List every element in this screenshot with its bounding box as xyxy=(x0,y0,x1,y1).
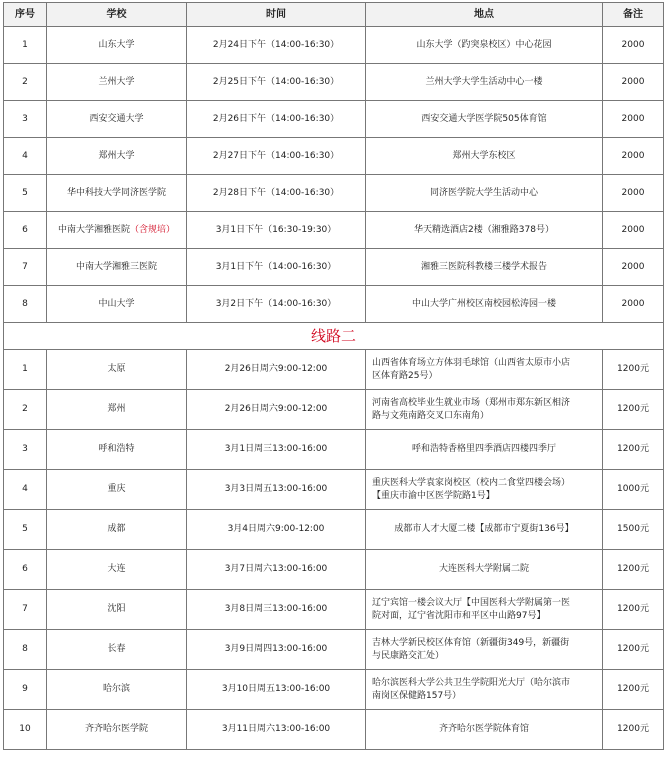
table-row xyxy=(4,630,664,670)
place-cell: 中山大学广州校区南校园松涛园一楼 xyxy=(366,286,603,323)
row-number: 6 xyxy=(4,212,47,249)
header-place: 地点 xyxy=(366,3,603,27)
school-cell xyxy=(47,286,187,323)
time-cell: 2月24日下午（14:00-16:30） xyxy=(187,27,366,64)
route-one-rows xyxy=(4,27,664,323)
row-number: 5 xyxy=(4,510,47,550)
place-line: 辽宁宾馆一楼会议大厅【中国医科大学附属第一医 xyxy=(372,597,571,608)
row-number: 3 xyxy=(4,101,47,138)
time-cell: 2月26日下午（14:00-16:30） xyxy=(187,101,366,138)
place-cell: 山东大学（趵突泉校区）中心花园 xyxy=(366,27,603,64)
row-number: 7 xyxy=(4,249,47,286)
place-cell xyxy=(366,630,603,670)
place-cell: 华天精选酒店2楼（湘雅路378号） xyxy=(366,212,603,249)
table-row xyxy=(4,138,664,175)
place-line: 南岗区保健路157号） xyxy=(372,690,462,701)
time-cell: 3月7日周六13:00-16:00 xyxy=(187,550,366,590)
table-row xyxy=(4,670,664,710)
row-number: 3 xyxy=(4,430,47,470)
table-row xyxy=(4,550,664,590)
school-cell xyxy=(47,175,187,212)
time-cell: 2月26日周六9:00-12:00 xyxy=(187,390,366,430)
note-cell: 1200元 xyxy=(603,710,664,750)
note-cell: 1200元 xyxy=(603,590,664,630)
place-cell: 同济医学院大学生活动中心 xyxy=(366,175,603,212)
place-cell xyxy=(366,550,603,590)
note-cell: 1500元 xyxy=(603,510,664,550)
city-cell: 大连 xyxy=(47,550,187,590)
table-row xyxy=(4,286,664,323)
time-cell: 3月8日周三13:00-16:00 xyxy=(187,590,366,630)
row-number: 2 xyxy=(4,64,47,101)
table-row xyxy=(4,175,664,212)
table-row xyxy=(4,212,664,249)
city-cell: 呼和浩特 xyxy=(47,430,187,470)
school-name: 中南大学湘雅医院 xyxy=(57,224,130,235)
row-number: 1 xyxy=(4,350,47,390)
place-line: 呼和浩特香格里四季酒店四楼四季厅 xyxy=(411,444,556,454)
place-cell: 郑州大学东校区 xyxy=(366,138,603,175)
note-cell: 1200元 xyxy=(603,670,664,710)
school-name: 兰州大学 xyxy=(98,76,135,87)
row-number: 7 xyxy=(4,590,47,630)
city-cell: 齐齐哈尔医学院 xyxy=(47,710,187,750)
section-title-row xyxy=(4,323,664,350)
note-cell: 1200元 xyxy=(603,550,664,590)
table-row xyxy=(4,510,664,550)
note-cell: 2000 xyxy=(603,212,664,249)
place-line: 河南省高校毕业生就业市场（郑州市郑东新区相济 xyxy=(372,397,571,408)
header-row xyxy=(4,3,664,27)
city-cell: 郑州 xyxy=(47,390,187,430)
time-cell: 2月27日下午（14:00-16:30） xyxy=(187,138,366,175)
school-name: 中南大学湘雅三医院 xyxy=(75,261,157,272)
time-cell: 3月1日下午（16:30-19:30） xyxy=(187,212,366,249)
row-number: 8 xyxy=(4,286,47,323)
header-time: 时间 xyxy=(187,3,366,27)
school-name: 西安交通大学 xyxy=(89,113,144,124)
place-cell xyxy=(366,710,603,750)
school-name: 华中科技大学同济医学院 xyxy=(66,187,166,198)
place-line: 重庆医科大学袁家岗校区（校内二食堂四楼会场） xyxy=(372,477,571,488)
place-cell: 兰州大学大学生活动中心一楼 xyxy=(366,64,603,101)
place-cell xyxy=(366,510,603,550)
note-cell: 1200元 xyxy=(603,430,664,470)
school-cell xyxy=(47,64,187,101)
row-number: 4 xyxy=(4,470,47,510)
time-cell: 3月11日周六13:00-16:00 xyxy=(187,710,366,750)
place-cell xyxy=(366,390,603,430)
table-row xyxy=(4,430,664,470)
place-line: 【重庆市渝中区医学院路1号】 xyxy=(372,490,495,501)
time-cell: 3月10日周五13:00-16:00 xyxy=(187,670,366,710)
city-cell: 长春 xyxy=(47,630,187,670)
city-cell: 沈阳 xyxy=(47,590,187,630)
place-cell: 湘雅三医院科教楼三楼学术报告 xyxy=(366,249,603,286)
school-cell xyxy=(47,138,187,175)
school-name: 郑州大学 xyxy=(98,150,135,161)
school-cell xyxy=(47,101,187,138)
school-cell xyxy=(47,212,187,249)
school-name: 山东大学 xyxy=(98,39,135,50)
note-cell: 2000 xyxy=(603,64,664,101)
place-cell xyxy=(366,430,603,470)
table-row xyxy=(4,27,664,64)
city-cell: 太原 xyxy=(47,350,187,390)
route-two-rows xyxy=(4,350,664,750)
table-row xyxy=(4,64,664,101)
header-school: 学校 xyxy=(47,3,187,27)
time-cell: 3月1日下午（14:00-16:30） xyxy=(187,249,366,286)
school-cell xyxy=(47,27,187,64)
table-row xyxy=(4,101,664,138)
note-cell: 2000 xyxy=(603,27,664,64)
note-cell: 2000 xyxy=(603,101,664,138)
row-number: 1 xyxy=(4,27,47,64)
school-note: （含规培） xyxy=(130,224,176,235)
time-cell: 3月9日周四13:00-16:00 xyxy=(187,630,366,670)
place-line: 山西省体育场立方体羽毛球馆（山西省太原市小店 xyxy=(372,357,571,368)
place-cell xyxy=(366,670,603,710)
time-cell: 3月1日周三13:00-16:00 xyxy=(187,430,366,470)
row-number: 10 xyxy=(4,710,47,750)
place-cell xyxy=(366,590,603,630)
section-title: 线路二 xyxy=(4,323,664,350)
route-two-section xyxy=(4,323,664,350)
row-number: 5 xyxy=(4,175,47,212)
table-row xyxy=(4,470,664,510)
school-cell xyxy=(47,249,187,286)
row-number: 6 xyxy=(4,550,47,590)
place-line: 路与文苑南路交叉口东南角） xyxy=(372,410,490,421)
row-number: 2 xyxy=(4,390,47,430)
place-line: 与民康路交汇处） xyxy=(372,650,445,661)
table-row xyxy=(4,390,664,430)
time-cell: 2月25日下午（14:00-16:30） xyxy=(187,64,366,101)
table-row xyxy=(4,710,664,750)
schedule-table xyxy=(3,2,664,750)
place-line: 哈尔滨医科大学公共卫生学院阳光大厅（哈尔滨市 xyxy=(372,677,571,688)
time-cell: 3月2日下午（14:00-16:30） xyxy=(187,286,366,323)
time-cell: 3月4日周六9:00-12:00 xyxy=(187,510,366,550)
table-row xyxy=(4,249,664,286)
time-cell: 3月3日周五13:00-16:00 xyxy=(187,470,366,510)
place-line: 大连医科大学附属二院 xyxy=(438,564,529,574)
place-line: 吉林大学新民校区体育馆（新疆街349号，新疆街 xyxy=(372,637,570,648)
note-cell: 1200元 xyxy=(603,390,664,430)
header-note: 备注 xyxy=(603,3,664,27)
note-cell: 2000 xyxy=(603,249,664,286)
time-cell: 2月26日周六9:00-12:00 xyxy=(187,350,366,390)
place-line: 院对面，辽宁省沈阳市和平区中山路97号】 xyxy=(372,610,546,621)
city-cell: 哈尔滨 xyxy=(47,670,187,710)
place-cell xyxy=(366,470,603,510)
place-line: 齐齐哈尔医学院体育馆 xyxy=(438,724,529,734)
place-cell xyxy=(366,350,603,390)
header-no: 序号 xyxy=(4,3,47,27)
note-cell: 1200元 xyxy=(603,630,664,670)
row-number: 8 xyxy=(4,630,47,670)
place-line: 区体育路25号） xyxy=(372,370,438,381)
note-cell: 1200元 xyxy=(603,350,664,390)
table-row xyxy=(4,590,664,630)
note-cell: 2000 xyxy=(603,138,664,175)
note-cell: 1000元 xyxy=(603,470,664,510)
note-cell: 2000 xyxy=(603,286,664,323)
city-cell: 重庆 xyxy=(47,470,187,510)
row-number: 9 xyxy=(4,670,47,710)
school-name: 中山大学 xyxy=(98,298,135,309)
row-number: 4 xyxy=(4,138,47,175)
table-row xyxy=(4,350,664,390)
city-cell: 成都 xyxy=(47,510,187,550)
place-cell: 西安交通大学医学院505体育馆 xyxy=(366,101,603,138)
place-line: 成都市人才大厦二楼【成都市宁夏街136号】 xyxy=(394,524,574,534)
note-cell: 2000 xyxy=(603,175,664,212)
time-cell: 2月28日下午（14:00-16:30） xyxy=(187,175,366,212)
